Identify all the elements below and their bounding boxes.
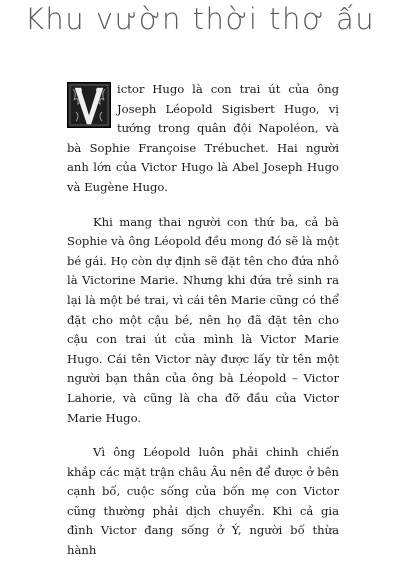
paragraph-3: Vì ông Léopold luôn phải chinh chiến khắp các mặt trận châu Âu nên để được ở bên cạnh bố, cuộc sống của bốn mẹ con Victor cũng thường phải dịch chuyển. Khi cả gia đình Victor đang sống ở Ý, người bố thừa hành [67,445,339,558]
chapter-body [67,80,339,561]
ornamental-drop-cap-icon [67,82,111,128]
paragraph-2: Khi mang thai người con thứ ba, cả bà Sophie và ông Léopold đều mong đó sẽ là một bé gái. Họ còn dự định sẽ đặt tên cho đứa nhỏ là Victorine Marie. Nhưng khi đứa trẻ sinh ra lại là một bé trai, vì cái tên Marie cũng có thể đặt cho một cậu bé, nên họ đã đặt tên cho cậu con trai út của mình là Victor Marie Hugo. Cái tên Victor này được lấy từ tên một người bạn thân của ông bà Léopold – Victor Lahorie, và cũng là cha đỡ đầu của Victor Marie Hugo. [67,214,339,425]
paragraph-1: ictor Hugo là con trai út của ông Joseph Léopold Sigisbert Hugo, vị tướng trong quân đội Napoléon, và bà Sophie Françoise Trébuchet. Hai người anh lớn của Victor Hugo là Abel Joseph Hugo và Eugène Hugo. [67,82,339,194]
chapter-title: Khu vườn thời thơ ấu [24,2,376,36]
